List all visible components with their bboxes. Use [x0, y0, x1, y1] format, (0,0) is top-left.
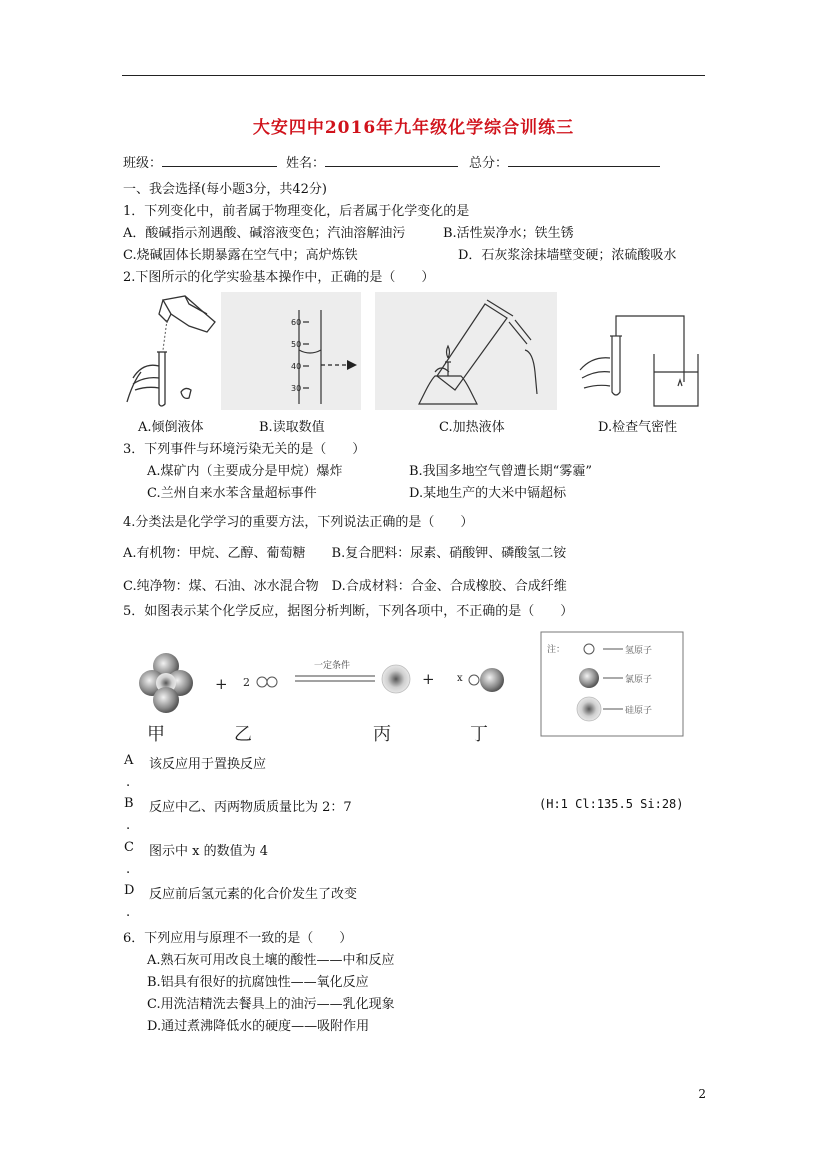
molecule-jia — [139, 653, 193, 713]
page-number: 2 — [698, 1087, 706, 1101]
q6-option-c[interactable]: C.用洗洁精洗去餐具上的油污——乳化现象 — [147, 997, 395, 1012]
q2-option-c[interactable]: C.加热液体 — [439, 420, 505, 435]
q1-stem: 1．下列变化中，前者属于物理变化，后者属于化学变化的是 — [123, 204, 470, 219]
class-blank[interactable] — [162, 152, 277, 167]
legend-note: 注： — [547, 645, 566, 655]
q5-stem: 5．如图表示某个化学反应，据图分析判断，下列各项中，不正确的是（ ） — [123, 604, 574, 619]
exam-title: 大安四中2016年九年级化学综合训练三 — [252, 118, 575, 138]
label-bing: 丙 — [373, 724, 391, 745]
legend-cl-icon — [579, 668, 599, 688]
q5-option-d-letter[interactable]: D — [124, 883, 135, 898]
label-yi: 乙 — [234, 724, 252, 745]
coefficient-2: 2 — [243, 676, 250, 689]
q5-option-c-letter[interactable]: C — [124, 840, 134, 855]
q5-option-d-text[interactable]: 反应前后氢元素的化合价发生了改变 — [149, 887, 358, 902]
reaction-arrow — [295, 676, 375, 681]
name-field — [286, 152, 458, 171]
q6-stem: 6．下列应用与原理不一致的是（ ） — [123, 931, 353, 946]
q3-option-a[interactable]: A.煤矿内（主要成分是甲烷）爆炸 — [147, 464, 343, 479]
plus-sign: + — [215, 675, 228, 693]
pouring-liquid-figure — [123, 292, 221, 410]
tick-60: 60 — [291, 318, 302, 327]
heating-liquid-figure — [375, 292, 557, 410]
score-blank[interactable] — [508, 152, 660, 167]
molecule-bing — [382, 665, 410, 693]
eye-icon — [347, 360, 357, 370]
reaction-condition: 一定条件 — [314, 661, 351, 671]
q5-option-c-text[interactable]: 图示中 x 的数值为 4 — [149, 844, 268, 859]
q3-stem: 3．下列事件与环境污染无关的是（ ） — [123, 442, 366, 457]
q5-option-b-text[interactable]: 反应中乙、丙两物质质量比为 2：7 — [149, 800, 352, 815]
q1-option-c[interactable]: C.烧碱固体长期暴露在空气中；高炉炼铁 — [123, 248, 358, 263]
label-jia: 甲 — [147, 724, 165, 745]
q4-options-cd[interactable]: C.纯净物：煤、石油、冰水混合物 D.合成材料：合金、合成橡胶、合成纤维 — [123, 579, 567, 594]
label-ding: 丁 — [470, 724, 488, 745]
reading-cylinder-figure — [221, 292, 361, 410]
q4-stem: 4.分类法是化学学习的重要方法，下列说法正确的是（ ） — [123, 515, 474, 530]
q1-option-a[interactable]: A．酸碱指示剂遇酸、碱溶液变色；汽油溶解油污 — [123, 226, 406, 241]
section-heading: 一、我会选择(每小题3分，共42分) — [123, 182, 327, 197]
score-label: 总分： — [469, 156, 509, 171]
class-field — [123, 152, 277, 171]
airtightness-check-figure — [576, 292, 704, 410]
q2-option-b[interactable]: B.读取数值 — [259, 420, 325, 435]
reaction-diagram — [123, 628, 703, 748]
name-label: 姓名： — [286, 156, 326, 171]
q4-options-ab[interactable]: A.有机物：甲烷、乙醇、葡萄糖 B.复合肥料：尿素、硝酸钾、磷酸氢二铵 — [123, 546, 567, 561]
q2-option-d[interactable]: D.检查气密性 — [598, 420, 678, 435]
q6-option-a[interactable]: A.熟石灰可用改良土壤的酸性——中和反应 — [147, 953, 395, 968]
q5-option-a-letter[interactable]: A — [124, 753, 134, 768]
name-blank[interactable] — [325, 152, 458, 167]
q5-option-b-letter[interactable]: B — [124, 796, 134, 811]
q1-option-b[interactable]: B.活性炭净水；铁生锈 — [443, 226, 574, 241]
tick-30: 30 — [291, 384, 302, 393]
q5-option-a-dot: . — [126, 775, 131, 790]
class-label: 班级： — [123, 156, 163, 171]
q5-option-d-dot: . — [126, 905, 131, 920]
q3-option-c[interactable]: C.兰州自来水苯含量超标事件 — [147, 486, 317, 501]
q2-option-a[interactable]: A.倾倒液体 — [138, 420, 204, 435]
q3-option-b[interactable]: B.我国多地空气曾遭长期“雾霾” — [409, 464, 592, 479]
q5-option-c-dot: . — [126, 862, 131, 877]
legend-h: 氢原子 — [625, 646, 653, 656]
coefficient-x: x — [457, 673, 463, 684]
molecule-ding — [469, 668, 504, 692]
molecule-yi — [257, 677, 277, 687]
tick-40: 40 — [291, 362, 302, 371]
q3-option-d[interactable]: D.某地生产的大米中镉超标 — [409, 486, 567, 501]
q5-option-b-dot: . — [126, 818, 131, 833]
plus-sign-2: + — [422, 670, 435, 688]
atomic-masses: (H:1 Cl:135.5 Si:28) — [539, 797, 684, 811]
header-rule — [122, 75, 705, 76]
q2-stem: 2.下图所示的化学实验基本操作中，正确的是（ ） — [123, 270, 435, 285]
q5-option-a-text[interactable]: 该反应用于置换反应 — [149, 757, 267, 772]
legend-si: 硅原子 — [625, 706, 653, 716]
legend-cl: 氯原子 — [625, 675, 653, 685]
tick-50: 50 — [291, 340, 302, 349]
q6-option-b[interactable]: B.铝具有很好的抗腐蚀性——氧化反应 — [147, 975, 369, 990]
legend-si-icon — [577, 697, 601, 721]
q1-option-d[interactable]: D．石灰浆涂抹墙壁变硬；浓硫酸吸水 — [458, 248, 677, 263]
q6-option-d[interactable]: D.通过煮沸降低水的硬度——吸附作用 — [147, 1019, 370, 1034]
score-field — [469, 152, 660, 171]
